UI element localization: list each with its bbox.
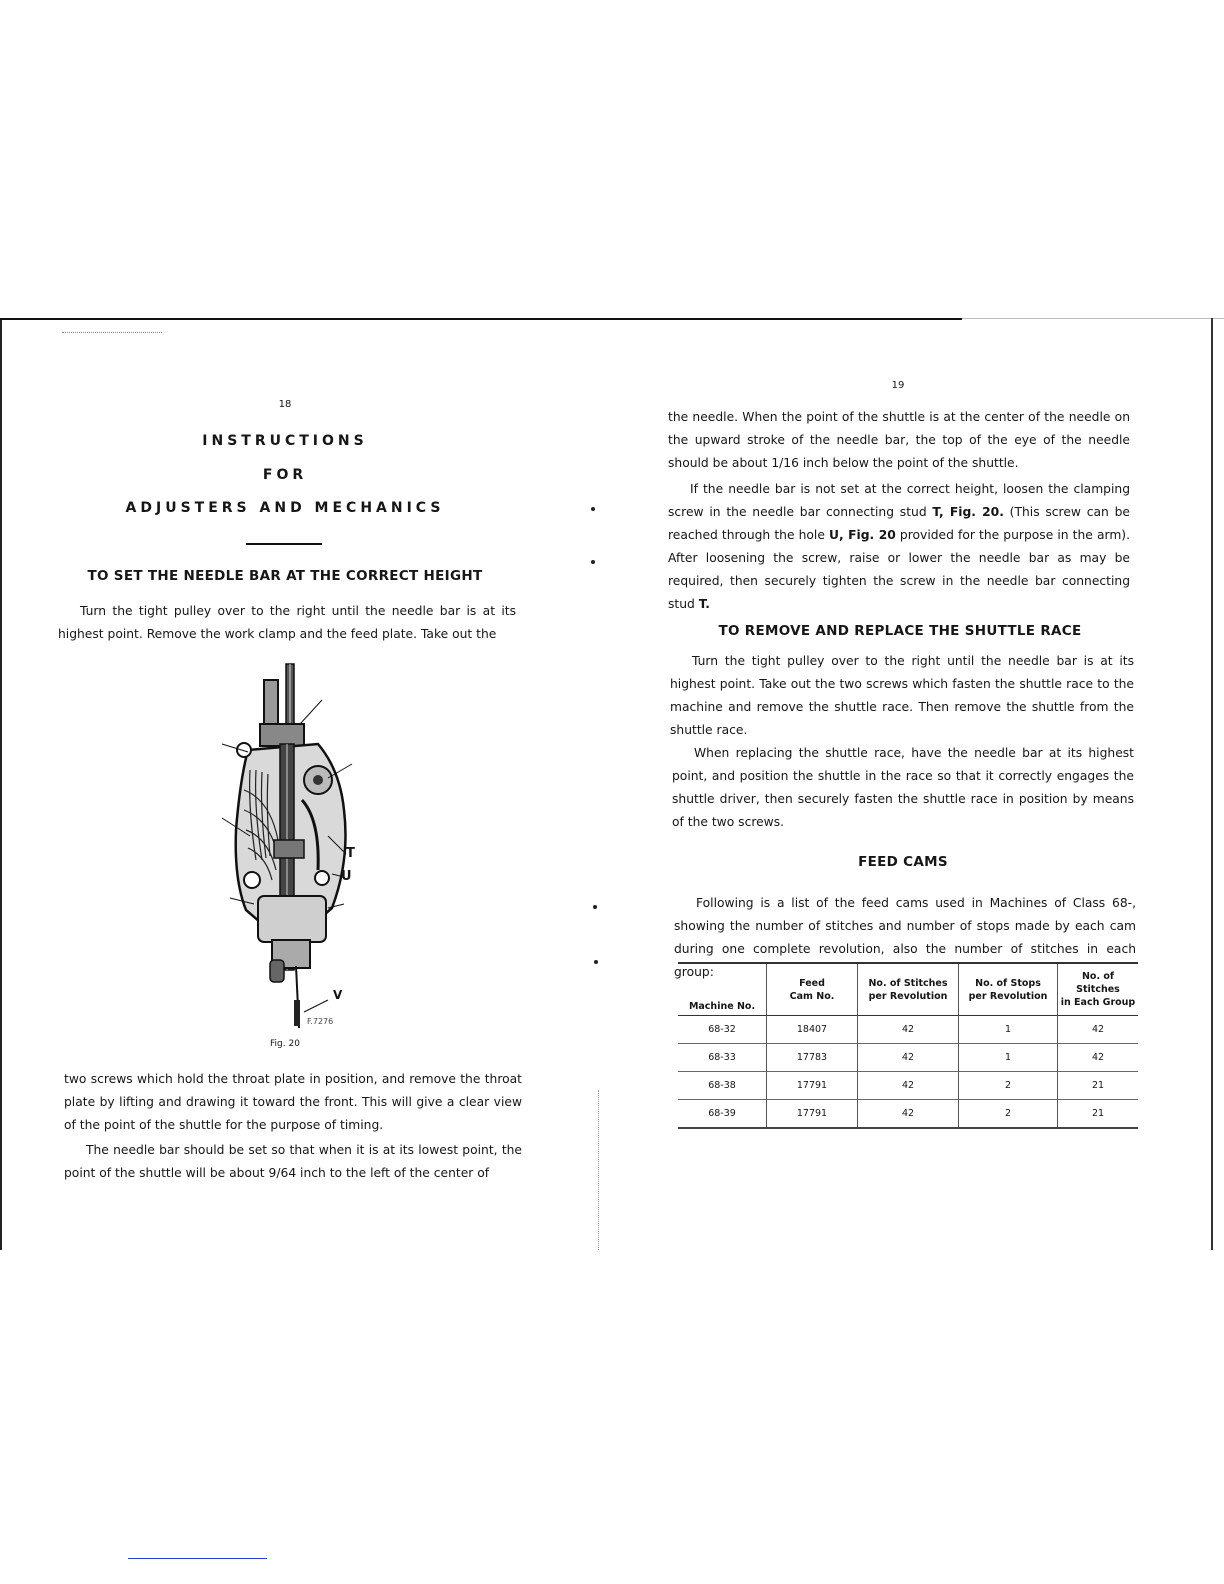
title-line-2: FOR xyxy=(262,467,308,483)
cell-stops-per-rev: 1 xyxy=(959,1016,1058,1044)
cell-stops-per-rev: 2 xyxy=(959,1072,1058,1100)
cell-stitches-per-rev: 42 xyxy=(858,1016,959,1044)
page-top-border xyxy=(0,318,962,320)
paragraph: Following is a list of the feed cams used in Machines of Class 68-, showing the number of stitches and number of stops made by each cam during one complete revolution, also the number of stitches in each group: xyxy=(674,896,1136,979)
page-gutter xyxy=(598,1090,600,1250)
cell-machine-no: 68-33 xyxy=(678,1044,767,1072)
cell-stitches-each-group: 21 xyxy=(1058,1100,1139,1129)
page-number-left: 18 xyxy=(278,399,292,410)
table-row xyxy=(678,1100,1138,1129)
binding-dot xyxy=(591,507,595,511)
needle-bar-mechanism-illustration xyxy=(200,660,370,1035)
title-line-1: INSTRUCTIONS xyxy=(202,433,368,449)
text-run-bold: T. xyxy=(698,597,710,611)
binding-dot xyxy=(593,905,597,909)
col-header-machine-no: Machine No. xyxy=(688,1001,756,1012)
table-header-row xyxy=(678,963,1138,1016)
paragraph: Turn the tight pulley over to the right until the needle bar is at its highest point. Take out the two screws which fasten the shuttle race to the machine and remove the shuttle race. Then remove the shuttle from the shuttle race. xyxy=(670,654,1134,737)
cell-machine-no: 68-38 xyxy=(678,1072,767,1100)
text-run: provided for the purpose in the arm). After loosening the screw, raise or lower the needle bar as may be required, then securely tighten the screw in the needle bar connecting stud xyxy=(668,528,1131,611)
cell-machine-no: 68-32 xyxy=(678,1016,767,1044)
page-top-border-faint xyxy=(962,318,1224,319)
binding-dot xyxy=(594,960,598,964)
col-header-stops-per-rev: No. of Stops per Revolution xyxy=(959,963,1058,1016)
cell-feed-cam-no: 17791 xyxy=(767,1100,858,1129)
table-row xyxy=(678,1016,1138,1044)
cell-feed-cam-no: 17783 xyxy=(767,1044,858,1072)
text-run: (This screw can be reached through the hole xyxy=(668,505,1130,542)
cell-stitches-each-group: 21 xyxy=(1058,1072,1139,1100)
text-run-bold: U, Fig. 20 xyxy=(829,528,896,542)
binding-dot xyxy=(591,560,595,564)
figure-caption: Fig. 20 xyxy=(270,1039,300,1049)
cell-feed-cam-no: 17791 xyxy=(767,1072,858,1100)
paragraph: Turn the tight pulley over to the right until the needle bar is at its highest point. Remove the work clamp and the feed plate. Take out the xyxy=(58,604,516,641)
paragraph: The needle bar should be set so that when it is at its lowest point, the point of the shuttle will be about 9/64 inch to the left of the center of xyxy=(64,1143,522,1180)
cell-stops-per-rev: 1 xyxy=(959,1044,1058,1072)
col-header-feed-cam-no: Feed Cam No. xyxy=(767,963,858,1016)
cell-stitches-per-rev: 42 xyxy=(858,1100,959,1129)
page-left-edge xyxy=(0,320,2,1250)
figure-label-u: U xyxy=(341,869,352,884)
paragraph: When replacing the shuttle race, have the needle bar at its highest point, and position the shuttle in the race so that it correctly engages the shuttle driver, then securely fasten the shuttle race in position by means of the two screws. xyxy=(672,746,1134,829)
cell-stitches-each-group: 42 xyxy=(1058,1044,1139,1072)
section-heading-needle-bar: TO SET THE NEEDLE BAR AT THE CORRECT HEIGHT xyxy=(87,568,483,584)
text-run: If the needle bar is not set at the correct height, loosen the clamping screw in the needle bar connecting stud xyxy=(668,482,1130,519)
cell-stitches-each-group: 42 xyxy=(1058,1016,1139,1044)
cell-machine-no: 68-39 xyxy=(678,1100,767,1129)
page-right-edge xyxy=(1211,318,1213,1250)
title-rule xyxy=(246,543,322,545)
figure-plate-number: F.7276 xyxy=(307,1017,334,1026)
page-number-right: 19 xyxy=(891,380,905,391)
text-run-bold: T, Fig. 20. xyxy=(932,505,1004,519)
col-header-stitches-per-rev: No. of Stitches per Revolution xyxy=(858,963,959,1016)
paragraph: the needle. When the point of the shuttle is at the center of the needle on the upward stroke of the needle bar, the top of the eye of the needle should be about 1/16 inch below the point of the shuttle. xyxy=(668,410,1130,470)
cell-stops-per-rev: 2 xyxy=(959,1100,1058,1129)
section-heading-feed-cams: FEED CAMS xyxy=(858,854,948,870)
cell-stitches-per-rev: 42 xyxy=(858,1044,959,1072)
bottom-underline xyxy=(128,1558,267,1559)
table-row xyxy=(678,1072,1138,1100)
title-line-3: ADJUSTERS AND MECHANICS xyxy=(125,500,445,516)
section-heading-shuttle-race: TO REMOVE AND REPLACE THE SHUTTLE RACE xyxy=(718,623,1082,639)
feed-cams-table xyxy=(678,962,1138,1129)
paragraph: two screws which hold the throat plate in position, and remove the throat plate by lifting and drawing it toward the front. This will give a clear view of the point of the shuttle for the purpose of timing. xyxy=(64,1072,522,1132)
paragraph xyxy=(668,478,1130,616)
scan-speck xyxy=(62,332,162,334)
figure-label-v: V xyxy=(333,988,343,1002)
figure-label-t: T xyxy=(346,846,355,861)
cell-stitches-per-rev: 42 xyxy=(858,1072,959,1100)
table-row xyxy=(678,1044,1138,1072)
col-header-stitches-each-group: No. of Stitches in Each Group xyxy=(1058,963,1139,1016)
cell-feed-cam-no: 18407 xyxy=(767,1016,858,1044)
